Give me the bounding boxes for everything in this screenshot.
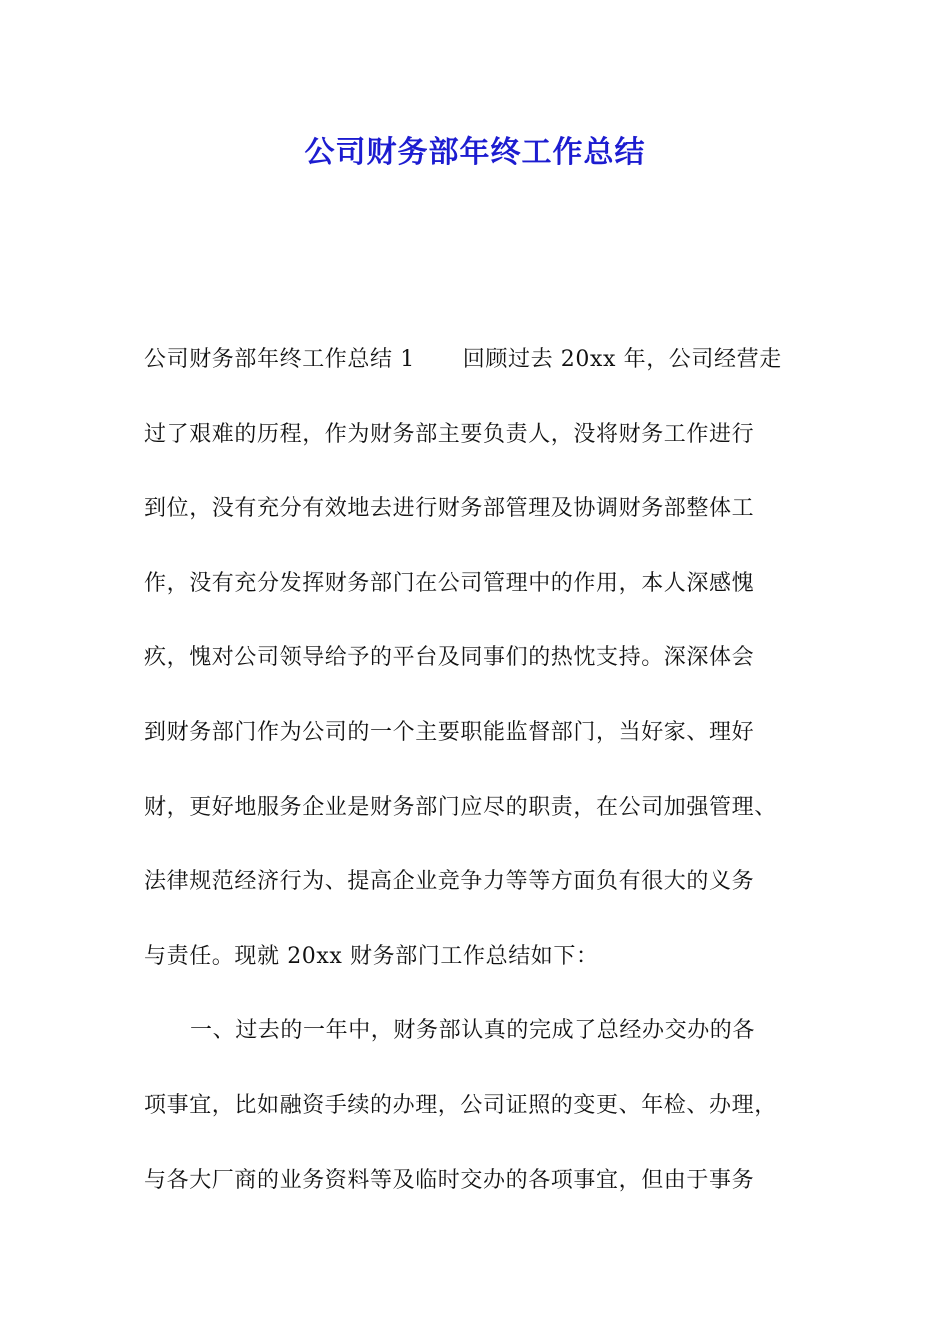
document-title: 公司财务部年终工作总结 xyxy=(304,135,646,170)
paragraph-line: 疚，愧对公司领导给予的平台及同事们的热忱支持。深深体会 xyxy=(144,645,755,671)
paragraph-line xyxy=(144,1007,834,1082)
paragraph-line: 过了艰难的历程，作为财务部主要负责人，没将财务工作进行 xyxy=(144,421,755,447)
paragraph-line: 到财务部门作为公司的一个主要职能监督部门，当好家、理好 xyxy=(144,719,755,745)
paragraph-line: 作，没有充分发挥财务部门在公司管理中的作用，本人深感愧 xyxy=(144,570,755,596)
paragraph-line: 与各大厂商的业务资料等及临时交办的各项事宜，但由于事务 xyxy=(144,1167,755,1193)
paragraph-line: 到位，没有充分有效地去进行财务部管理及协调财务部整体工 xyxy=(144,496,755,522)
paragraph-text: 一、过去的一年中，财务部认真的完成了总经办交办的各 xyxy=(190,1018,756,1044)
paragraph-line: 项事宜，比如融资手续的办理，公司证照的变更、年检、办理， xyxy=(144,1092,777,1118)
paragraph-text: 回顾过去 20xx 年，公司经营走 xyxy=(462,347,782,372)
paragraph-line xyxy=(144,336,834,411)
paragraph-line: 与责任。现就 20xx 财务部门工作总结如下： xyxy=(144,943,599,969)
paragraph-line: 财，更好地服务企业是财务部门应尽的职责，在公司加强管理、 xyxy=(144,794,777,820)
section-heading: 公司财务部年终工作总结 1 xyxy=(144,347,415,372)
paragraph-line: 法律规范经济行为、提高企业竞争力等等方面负有很大的义务 xyxy=(144,869,755,895)
document-body xyxy=(144,336,834,1231)
